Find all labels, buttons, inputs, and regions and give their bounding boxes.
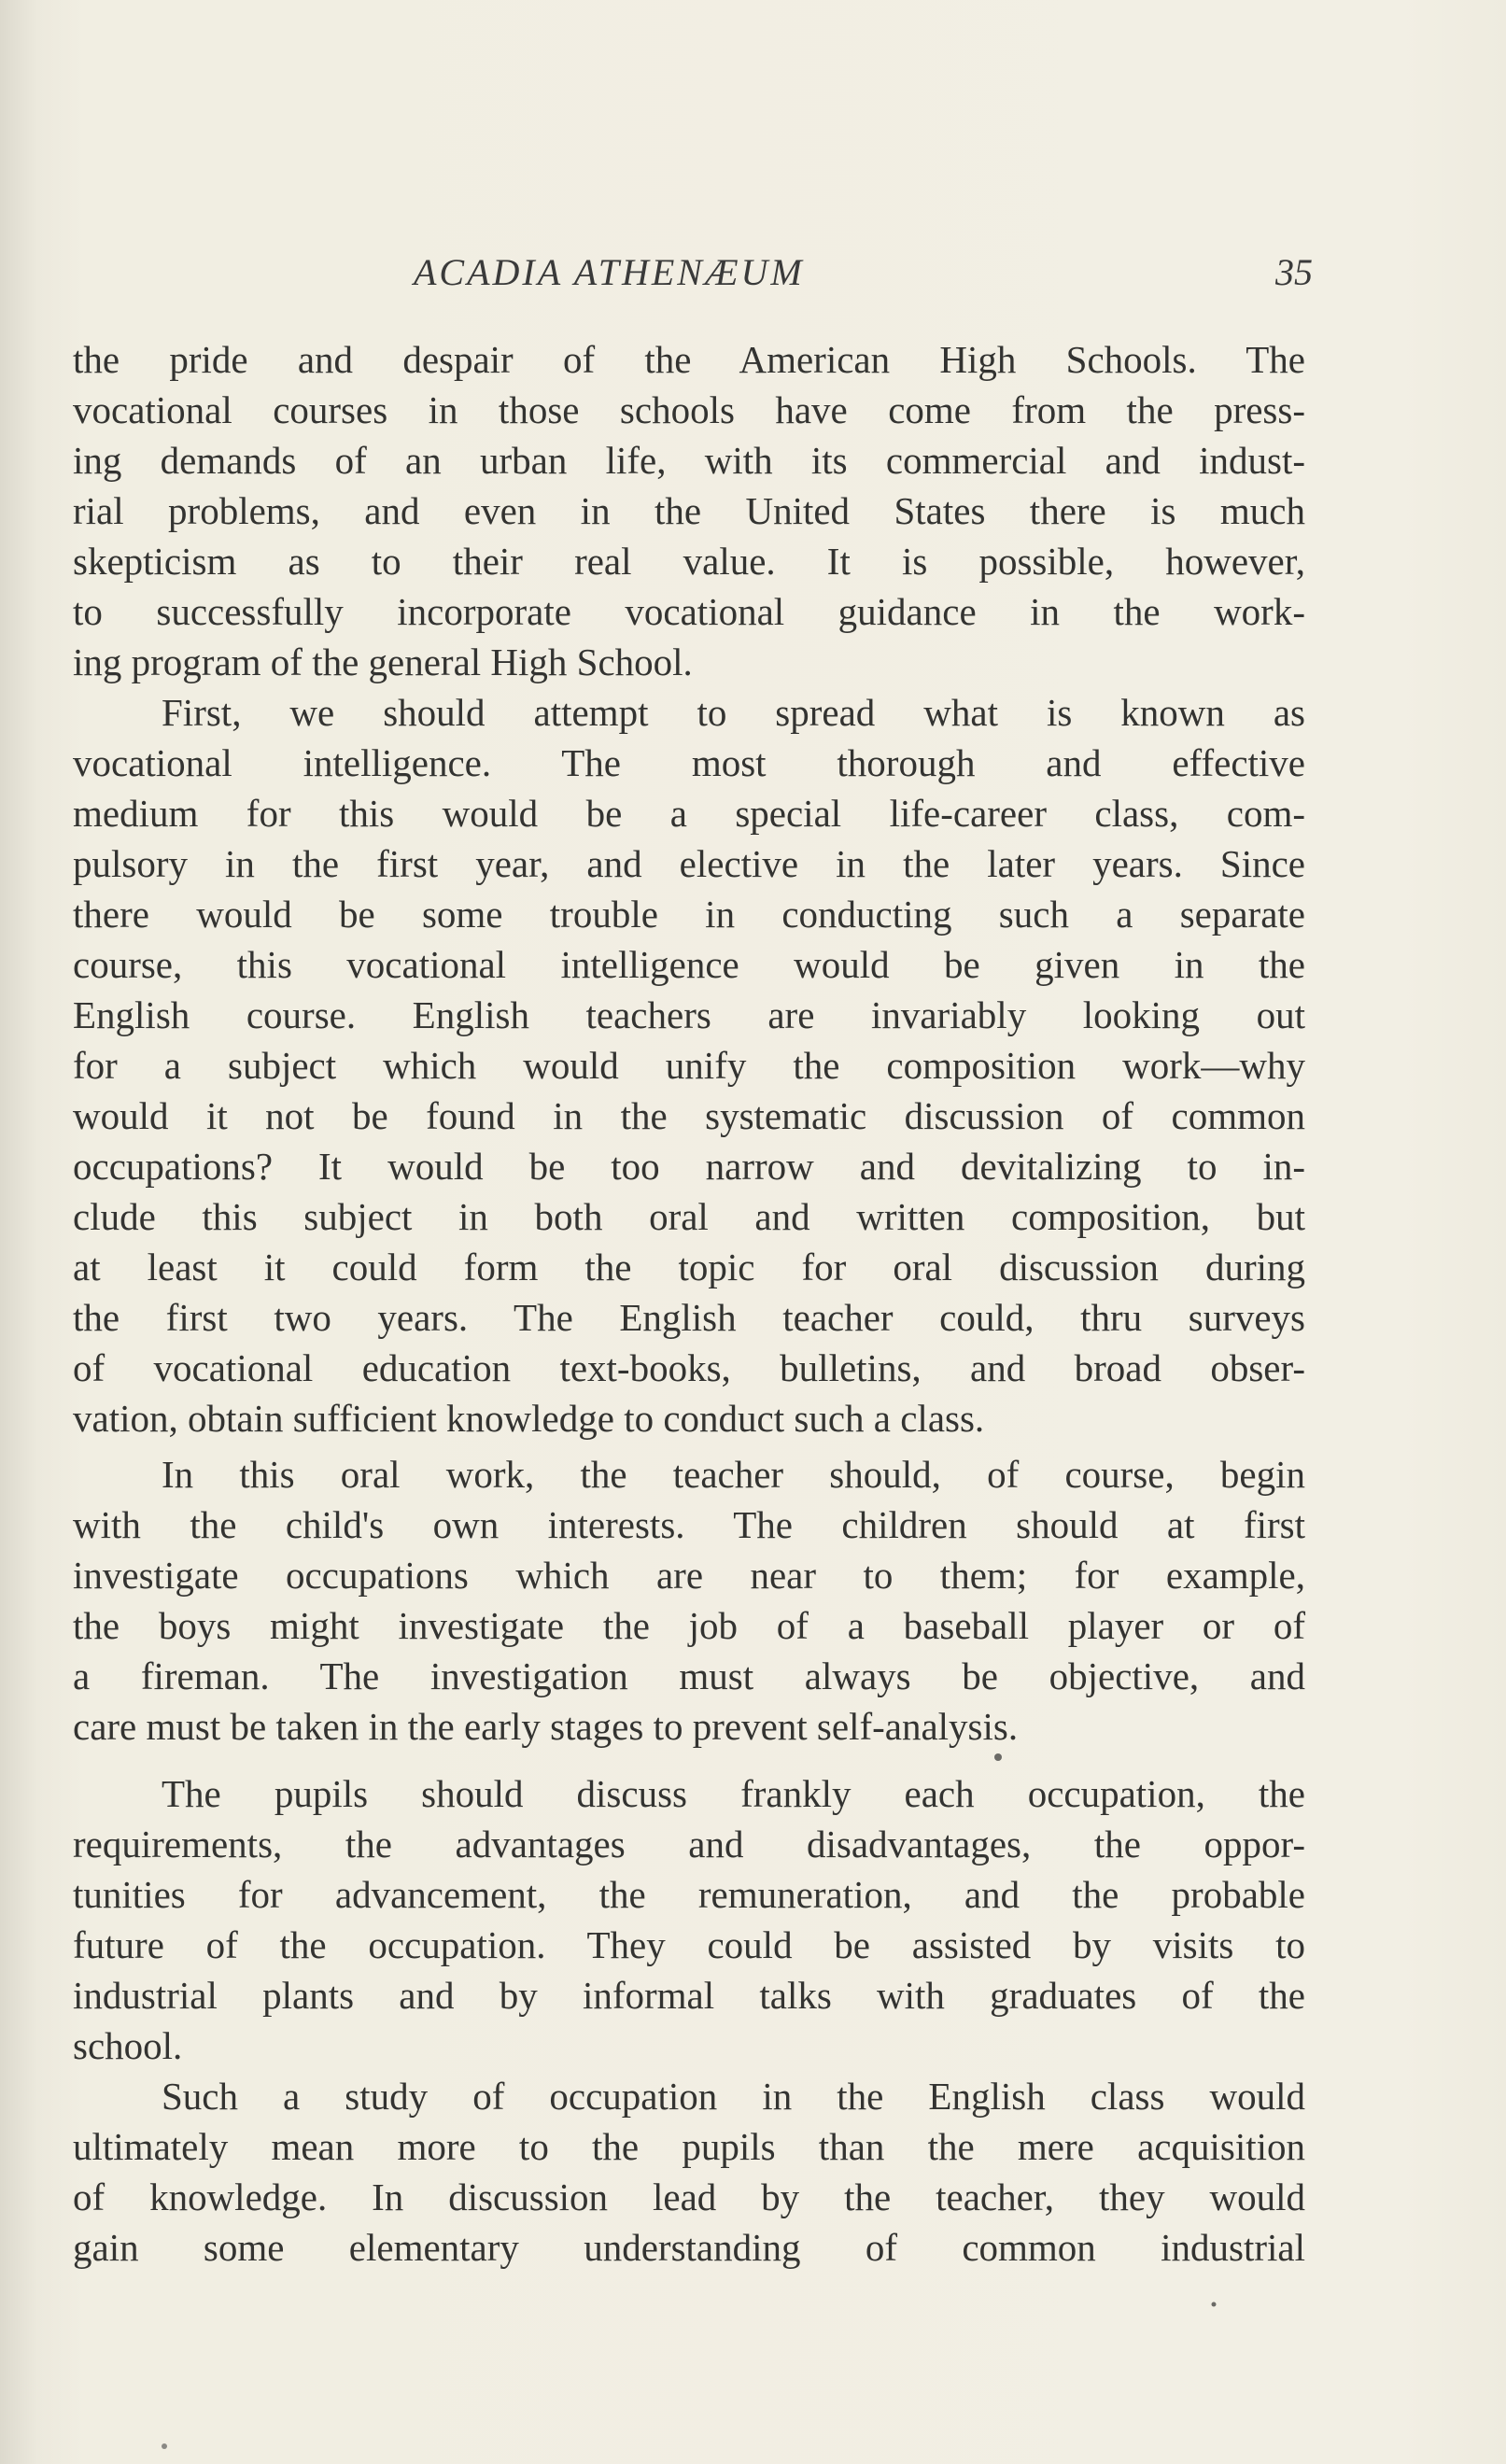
- page-number: 35: [1275, 251, 1313, 293]
- text-line: a fireman. The investigation must always be objective, and: [73, 1654, 1305, 1697]
- paragraph-start-line: Such a study of occupation in the English class would: [162, 2075, 1305, 2118]
- text-line: ing demands of an urban life, with its commercial and indust-: [73, 439, 1305, 482]
- text-line: ing program of the general High School.: [73, 641, 693, 683]
- text-line: for a subject which would unify the composition work—why: [73, 1044, 1305, 1087]
- text-line: to successfully incorporate vocational guidance in the work-: [73, 590, 1305, 633]
- text-line: course, this vocational intelligence would be given in the: [73, 943, 1305, 986]
- body-text: [73, 334, 1305, 2273]
- paragraph-start-line: The pupils should discuss frankly each occupation, the: [162, 1772, 1305, 1815]
- ink-speck: [1212, 2302, 1217, 2307]
- paragraph-start-line: In this oral work, the teacher should, of course, begin: [162, 1453, 1305, 1496]
- text-line: school.: [73, 2024, 183, 2067]
- ink-speck: [162, 2443, 167, 2449]
- paragraph-gap: [73, 1752, 1305, 1768]
- text-line: future of the occupation. They could be assisted by visits to: [73, 1923, 1305, 1966]
- page-header: [73, 245, 1313, 301]
- text-line: at least it could form the topic for oral discussion during: [73, 1246, 1305, 1288]
- text-line: vocational intelligence. The most thorough and effective: [73, 741, 1305, 784]
- text-line: gain some elementary understanding of common industrial: [73, 2226, 1305, 2269]
- text-line: skepticism as to their real value. It is possible, however,: [73, 540, 1305, 583]
- text-line: vation, obtain sufficient knowledge to conduct such a class.: [73, 1397, 985, 1440]
- text-line: vocational courses in those schools have come from the press-: [73, 388, 1305, 431]
- text-line: of knowledge. In discussion lead by the teacher, they would: [73, 2175, 1305, 2218]
- text-line: tunities for advancement, the remuneration, and the probable: [73, 1873, 1305, 1916]
- text-line: requirements, the advantages and disadvantages, the oppor-: [73, 1823, 1305, 1866]
- text-line: pulsory in the first year, and elective in the later years. Since: [73, 842, 1305, 885]
- text-line: English course. English teachers are invariably looking out: [73, 993, 1305, 1036]
- text-line: investigate occupations which are near to them; for example,: [73, 1554, 1305, 1597]
- text-line: medium for this would be a special life-career class, com-: [73, 792, 1305, 835]
- text-line: the boys might investigate the job of a baseball player or of: [73, 1604, 1305, 1647]
- text-line: the pride and despair of the American High Schools. The: [73, 338, 1305, 381]
- text-line: care must be taken in the early stages to prevent self-analysis.: [73, 1705, 1019, 1748]
- text-line: there would be some trouble in conducting such a separate: [73, 893, 1305, 936]
- running-title: ACADIA ATHENÆUM: [414, 251, 805, 293]
- paragraph-start-line: First, we should attempt to spread what is known as: [162, 691, 1305, 734]
- text-line: rial problems, and even in the United States there is much: [73, 489, 1305, 532]
- text-line: clude this subject in both oral and written composition, but: [73, 1195, 1305, 1238]
- text-line: industrial plants and by informal talks with graduates of the: [73, 1974, 1305, 2017]
- text-line: ultimately mean more to the pupils than the mere acquisition: [73, 2125, 1305, 2168]
- text-line: the first two years. The English teacher could, thru surveys: [73, 1296, 1305, 1339]
- text-line: would it not be found in the systematic discussion of common: [73, 1094, 1305, 1137]
- text-line: with the child's own interests. The children should at first: [73, 1503, 1305, 1546]
- text-line: of vocational education text-books, bulletins, and broad obser-: [73, 1346, 1305, 1389]
- text-line: occupations? It would be too narrow and devitalizing to in-: [73, 1145, 1305, 1188]
